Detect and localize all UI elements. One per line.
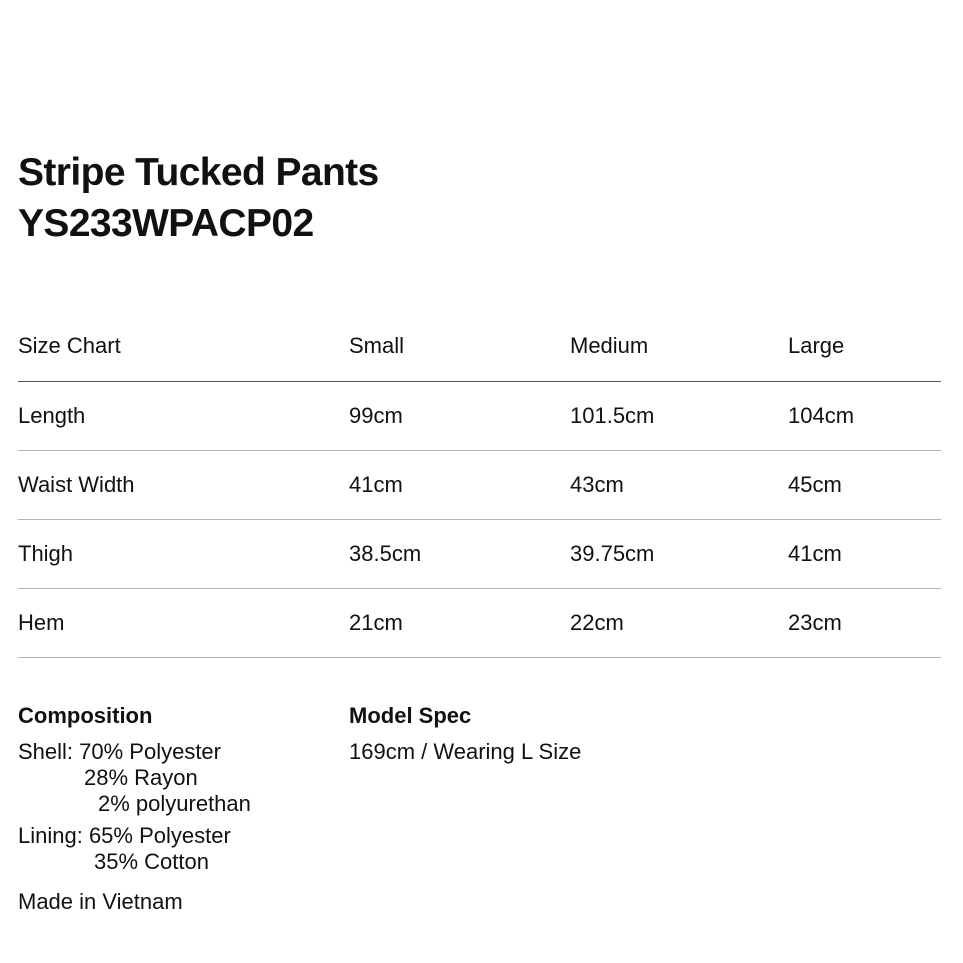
row-label: Hem [18, 610, 65, 635]
composition-section [18, 702, 251, 914]
header-small: Small [349, 332, 405, 358]
cell-small: 99cm [349, 403, 403, 428]
shell-line: Shell: 70% Polyester [18, 739, 221, 764]
shell-line: 28% Rayon [84, 765, 198, 790]
table-row [18, 589, 941, 657]
cell-large: 45cm [788, 472, 842, 497]
origin-text: Made in Vietnam [18, 889, 183, 914]
cell-large: 41cm [788, 541, 842, 566]
cell-large: 104cm [788, 403, 855, 428]
row-label: Length [18, 403, 86, 428]
cell-small: 38.5cm [349, 541, 422, 566]
row-label: Waist Width [18, 472, 135, 497]
cell-large: 23cm [788, 610, 842, 635]
model-spec-heading: Model Spec [349, 703, 472, 728]
size-chart-table [18, 310, 941, 658]
composition-heading: Composition [18, 703, 153, 728]
shell-line: 2% polyurethan [98, 791, 251, 816]
product-name: Stripe Tucked Pants [18, 151, 379, 194]
header-medium: Medium [570, 332, 649, 358]
table-row [18, 451, 941, 519]
cell-medium: 43cm [570, 472, 624, 497]
model-spec-text: 169cm / Wearing L Size [349, 739, 582, 764]
cell-small: 21cm [349, 610, 403, 635]
row-divider [18, 657, 941, 658]
cell-small: 41cm [349, 472, 403, 497]
lining-line: Lining: 65% Polyester [18, 823, 231, 848]
model-spec-section [349, 702, 581, 764]
cell-medium: 22cm [570, 610, 624, 635]
table-row [18, 520, 941, 588]
table-header-row [18, 310, 941, 381]
table-row [18, 382, 941, 450]
cell-medium: 39.75cm [570, 541, 655, 566]
header-size-chart: Size Chart [18, 332, 121, 358]
product-code: YS233WPACP02 [18, 202, 314, 245]
row-label: Thigh [18, 541, 74, 566]
lining-line: 35% Cotton [94, 849, 209, 874]
cell-medium: 101.5cm [570, 403, 655, 428]
header-large: Large [788, 332, 845, 358]
